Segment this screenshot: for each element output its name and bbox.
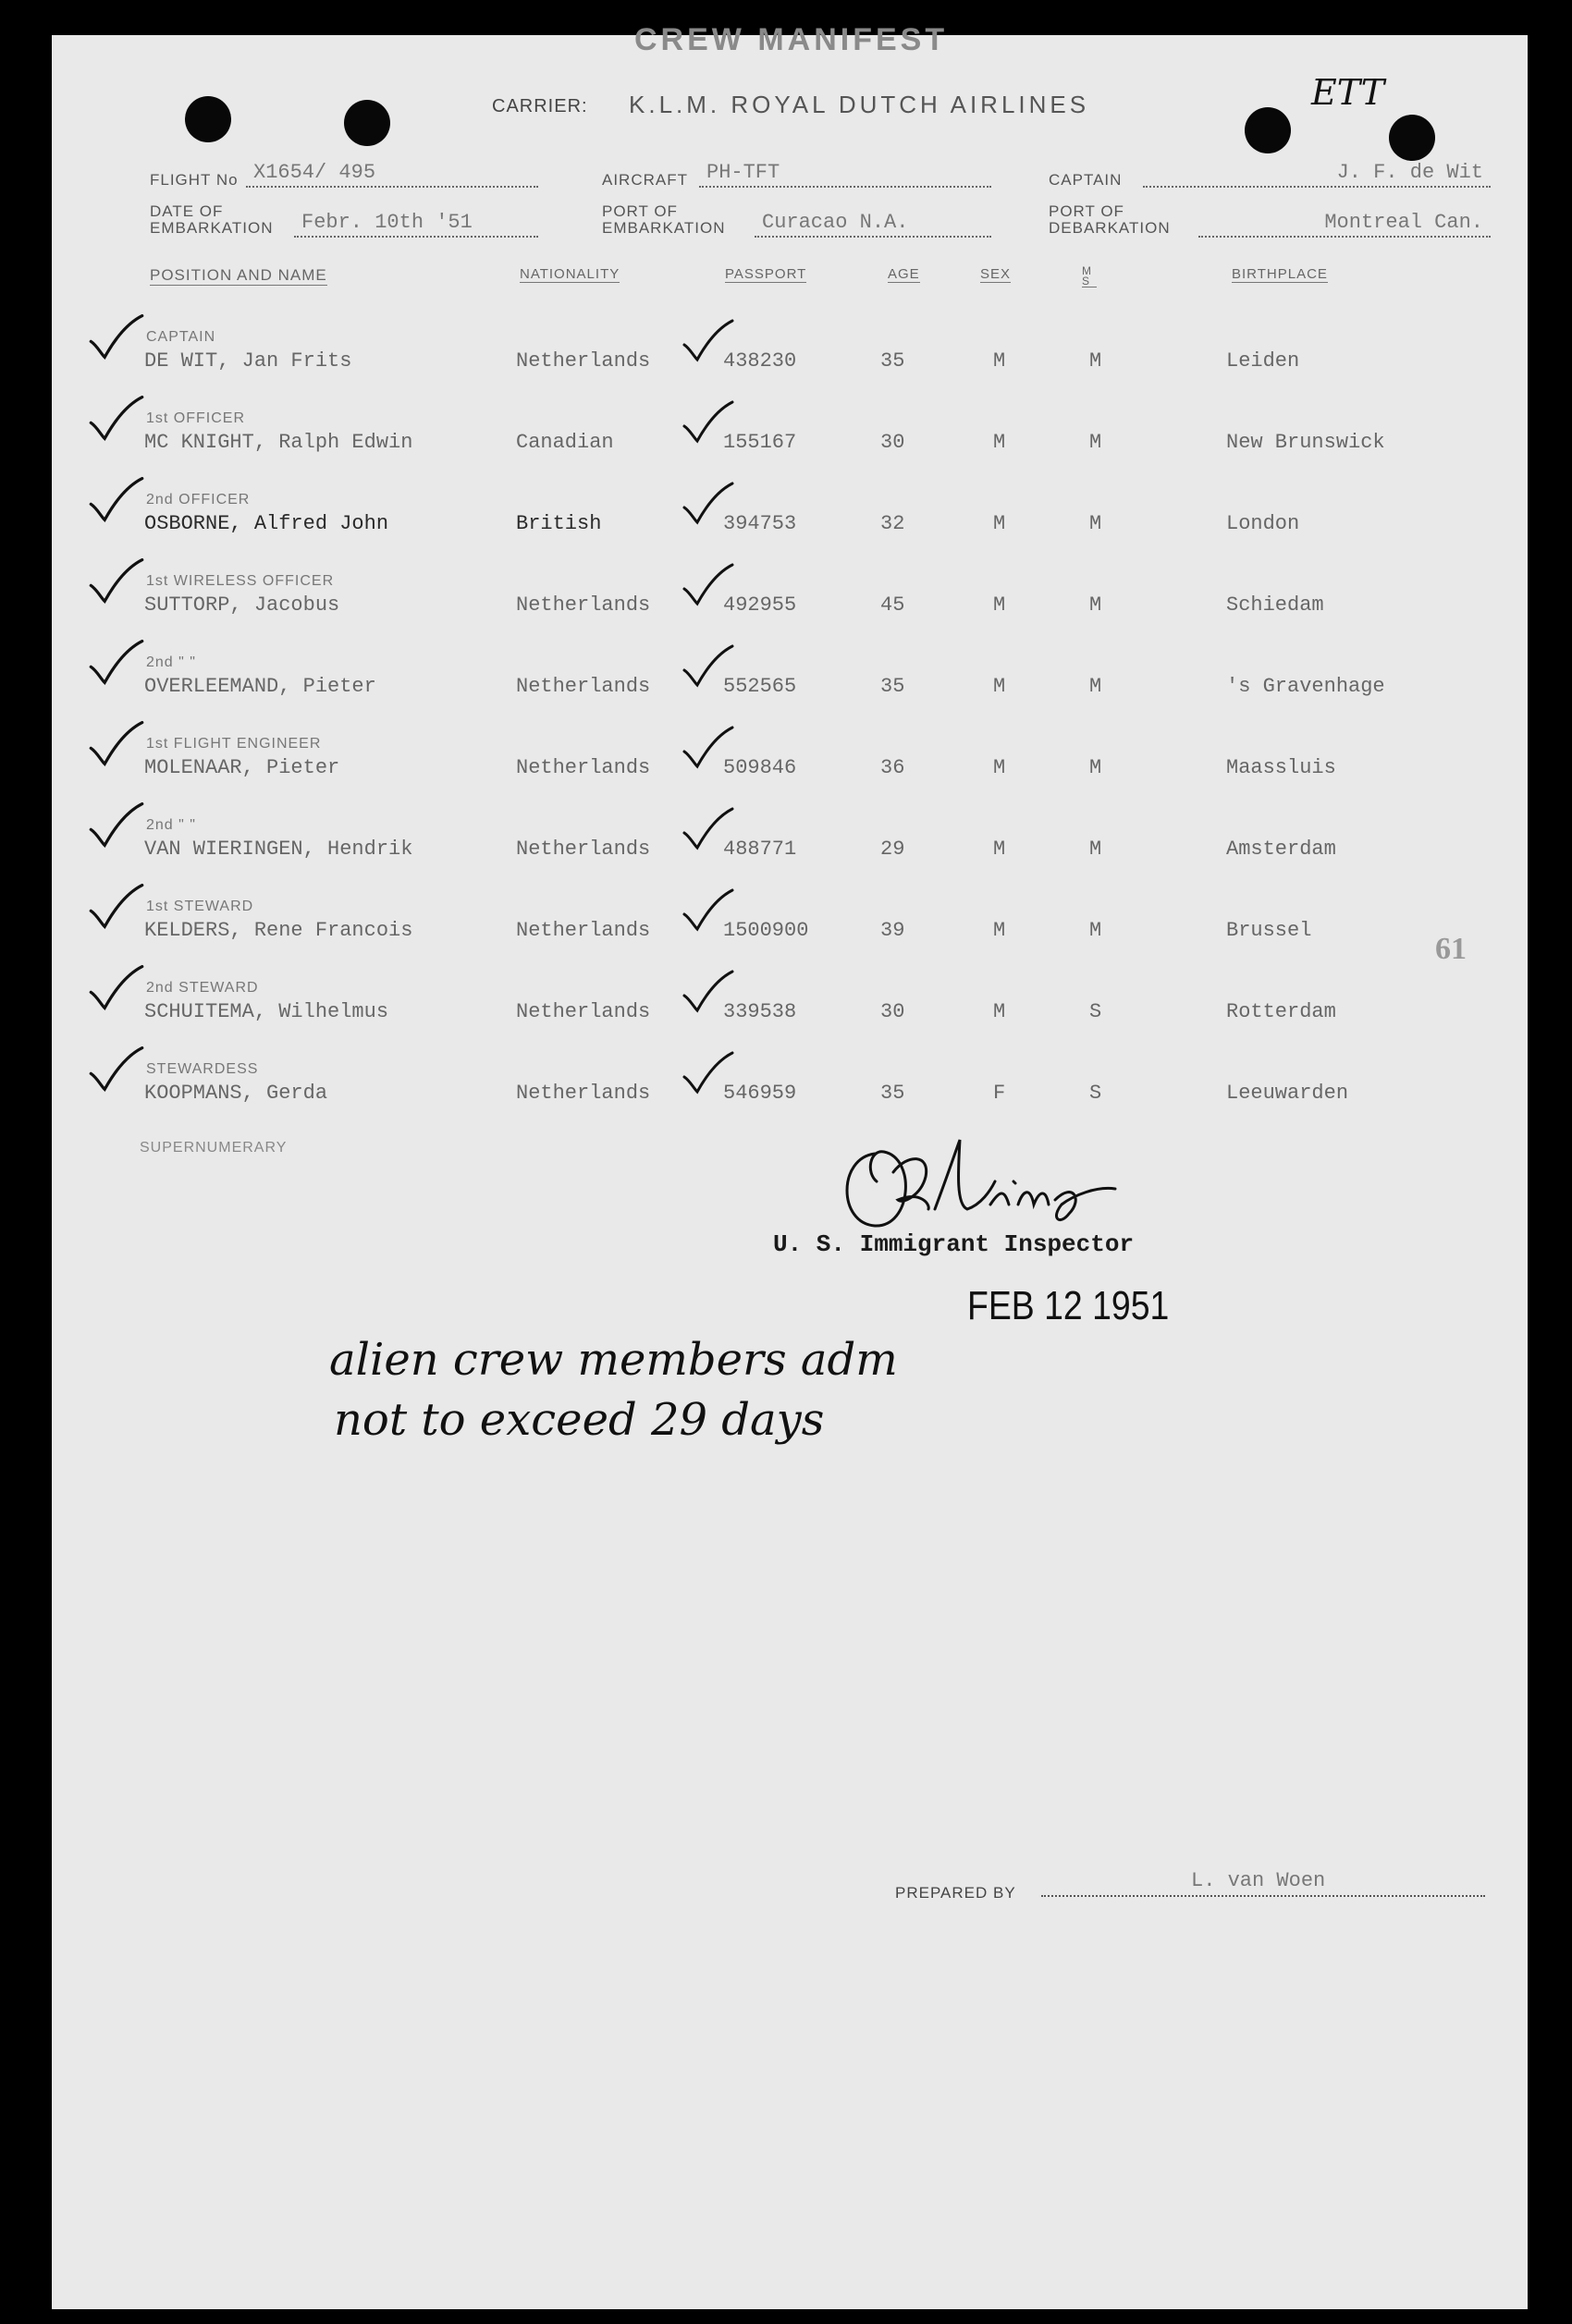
crew-marital: M [1089, 756, 1102, 779]
handwritten-note-line2: not to exceed 29 days [334, 1394, 825, 1446]
crew-birthplace: Leeuwarden [1226, 1082, 1349, 1105]
crew-name: VAN WIERINGEN, Hendrik [144, 838, 413, 861]
crew-marital: S [1089, 1082, 1102, 1105]
date-label-top: DATE OF [150, 202, 224, 220]
crew-name: OSBORNE, Alfred John [144, 512, 389, 535]
crew-sex: M [993, 431, 1006, 454]
port-emb-label-bottom: EMBARKATION [602, 219, 726, 237]
crew-sex: M [993, 512, 1006, 535]
port-emb-value: Curacao N.A. [755, 211, 991, 238]
port-emb-label-top: PORT OF [602, 202, 678, 220]
crew-role: 1st WIRELESS OFFICER [146, 573, 335, 589]
flight-value: X1654/ 495 [246, 161, 538, 188]
crew-passport: 492955 [723, 593, 797, 617]
checkmark-icon [87, 1043, 146, 1095]
prepared-by-value: L. van Woen [1191, 1869, 1326, 1892]
crew-nationality: Netherlands [516, 838, 651, 861]
port-dis-value: Montreal Can. [1198, 211, 1491, 238]
inspector-title: U. S. Immigrant Inspector [773, 1230, 1135, 1258]
col-age: AGE [888, 266, 920, 282]
checkmark-icon [87, 961, 146, 1013]
crew-birthplace: Schiedam [1226, 593, 1324, 617]
date-value: Febr. 10th '51 [294, 211, 538, 238]
port-dis-label-top: PORT OF [1049, 202, 1124, 220]
crew-sex: M [993, 349, 1006, 373]
crew-passport: 1500900 [723, 919, 809, 942]
manifest-paper [52, 22, 1528, 2309]
crew-role: 1st FLIGHT ENGINEER [146, 736, 322, 752]
crew-sex: M [993, 1000, 1006, 1023]
crew-age: 30 [880, 1000, 905, 1023]
crew-age: 29 [880, 838, 905, 861]
crew-name: MC KNIGHT, Ralph Edwin [144, 431, 413, 454]
checkmark-icon [87, 717, 146, 769]
crew-name: MOLENAAR, Pieter [144, 756, 340, 779]
checkmark-icon [681, 1048, 736, 1096]
crew-age: 39 [880, 919, 905, 942]
checkmark-icon [681, 723, 736, 771]
crew-marital: M [1089, 919, 1102, 942]
crew-nationality: Canadian [516, 431, 614, 454]
crew-birthplace: 's Gravenhage [1226, 675, 1385, 698]
punch-hole [185, 96, 231, 142]
crew-birthplace: Rotterdam [1226, 1000, 1336, 1023]
crew-nationality: Netherlands [516, 349, 651, 373]
flight-label: FLIGHT No [150, 171, 239, 189]
crew-nationality: British [516, 512, 602, 535]
crew-marital: M [1089, 512, 1102, 535]
date-label-bottom: EMBARKATION [150, 219, 274, 237]
handwritten-note-line1: alien crew members adm [329, 1334, 898, 1386]
crew-passport: 509846 [723, 756, 797, 779]
crew-birthplace: Amsterdam [1226, 838, 1336, 861]
checkmark-icon [87, 880, 146, 932]
crew-marital: M [1089, 838, 1102, 861]
checkmark-icon [681, 479, 736, 527]
crew-role: 2nd OFFICER [146, 492, 251, 508]
crew-name: OVERLEEMAND, Pieter [144, 675, 376, 698]
crew-birthplace: Brussel [1226, 919, 1312, 942]
col-sex: SEX [980, 266, 1012, 282]
crew-sex: M [993, 919, 1006, 942]
crew-nationality: Netherlands [516, 919, 651, 942]
checkmark-icon [681, 398, 736, 446]
corner-handwritten-mark: ETT [1311, 72, 1385, 113]
crew-nationality: Netherlands [516, 1082, 651, 1105]
crew-role: 2nd STEWARD [146, 980, 259, 996]
crew-sex: M [993, 838, 1006, 861]
supernumerary-label: SUPERNUMERARY [140, 1140, 288, 1156]
crew-birthplace: Maassluis [1226, 756, 1336, 779]
crew-nationality: Netherlands [516, 756, 651, 779]
carrier-value: K.L.M. ROYAL DUTCH AIRLINES [629, 91, 1090, 118]
crew-passport: 339538 [723, 1000, 797, 1023]
crew-role: 2nd " " [146, 654, 196, 670]
crew-sex: M [993, 756, 1006, 779]
crew-marital: M [1089, 675, 1102, 698]
checkmark-icon [681, 316, 736, 364]
crew-passport: 438230 [723, 349, 797, 373]
crew-nationality: Netherlands [516, 593, 651, 617]
crew-passport: 552565 [723, 675, 797, 698]
crew-marital: M [1089, 593, 1102, 617]
col-birthplace: BIRTHPLACE [1232, 266, 1328, 282]
checkmark-icon [87, 636, 146, 688]
crew-name: SUTTORP, Jacobus [144, 593, 340, 617]
crew-nationality: Netherlands [516, 1000, 651, 1023]
col-nationality: NATIONALITY [520, 266, 620, 282]
checkmark-icon [681, 886, 736, 934]
col-marital: M S [1082, 266, 1097, 287]
crew-marital: S [1089, 1000, 1102, 1023]
prepared-by-label: PREPARED BY [895, 1884, 1016, 1902]
date-stamp: FEB 12 1951 [967, 1283, 1170, 1328]
crew-age: 35 [880, 349, 905, 373]
crew-birthplace: London [1226, 512, 1300, 535]
crew-passport: 155167 [723, 431, 797, 454]
port-dis-label-bottom: DEBARKATION [1049, 219, 1171, 237]
crew-marital: M [1089, 431, 1102, 454]
prepared-by-line [1041, 1895, 1485, 1897]
checkmark-icon [681, 804, 736, 852]
crew-sex: M [993, 593, 1006, 617]
crew-name: KOOPMANS, Gerda [144, 1082, 328, 1105]
col-position-name: POSITION AND NAME [150, 266, 327, 284]
crew-name: KELDERS, Rene Francois [144, 919, 413, 942]
captain-value: J. F. de Wit [1143, 161, 1491, 188]
crew-birthplace: Leiden [1226, 349, 1300, 373]
crew-role: 2nd " " [146, 817, 196, 833]
checkmark-icon [681, 642, 736, 690]
crew-nationality: Netherlands [516, 675, 651, 698]
crew-name: SCHUITEMA, Wilhelmus [144, 1000, 389, 1023]
crew-age: 32 [880, 512, 905, 535]
carrier-label: CARRIER: [492, 96, 588, 116]
crew-passport: 546959 [723, 1082, 797, 1105]
crew-sex: M [993, 675, 1006, 698]
crew-passport: 488771 [723, 838, 797, 861]
checkmark-icon [681, 967, 736, 1015]
manifest-title: CREW MANIFEST [634, 22, 949, 57]
crew-birthplace: New Brunswick [1226, 431, 1385, 454]
page-number: 61 [1435, 932, 1467, 966]
crew-role: 1st OFFICER [146, 410, 246, 426]
crew-sex: F [993, 1082, 1006, 1105]
crew-role: CAPTAIN [146, 329, 216, 345]
aircraft-value: PH-TFT [699, 161, 991, 188]
checkmark-icon [87, 799, 146, 850]
punch-hole [1389, 115, 1435, 161]
checkmark-icon [87, 473, 146, 525]
checkmark-icon [87, 392, 146, 444]
captain-label: CAPTAIN [1049, 171, 1123, 189]
aircraft-label: AIRCRAFT [602, 171, 688, 189]
crew-age: 45 [880, 593, 905, 617]
crew-age: 35 [880, 675, 905, 698]
crew-age: 30 [880, 431, 905, 454]
crew-marital: M [1089, 349, 1102, 373]
crew-age: 36 [880, 756, 905, 779]
crew-age: 35 [880, 1082, 905, 1105]
crew-role: STEWARDESS [146, 1061, 259, 1077]
checkmark-icon [87, 555, 146, 606]
crew-role: 1st STEWARD [146, 899, 254, 914]
checkmark-icon [87, 311, 146, 362]
punch-hole [344, 100, 390, 146]
crew-name: DE WIT, Jan Frits [144, 349, 352, 373]
crew-passport: 394753 [723, 512, 797, 535]
checkmark-icon [681, 560, 736, 608]
col-passport: PASSPORT [725, 266, 807, 282]
punch-hole [1245, 107, 1291, 153]
